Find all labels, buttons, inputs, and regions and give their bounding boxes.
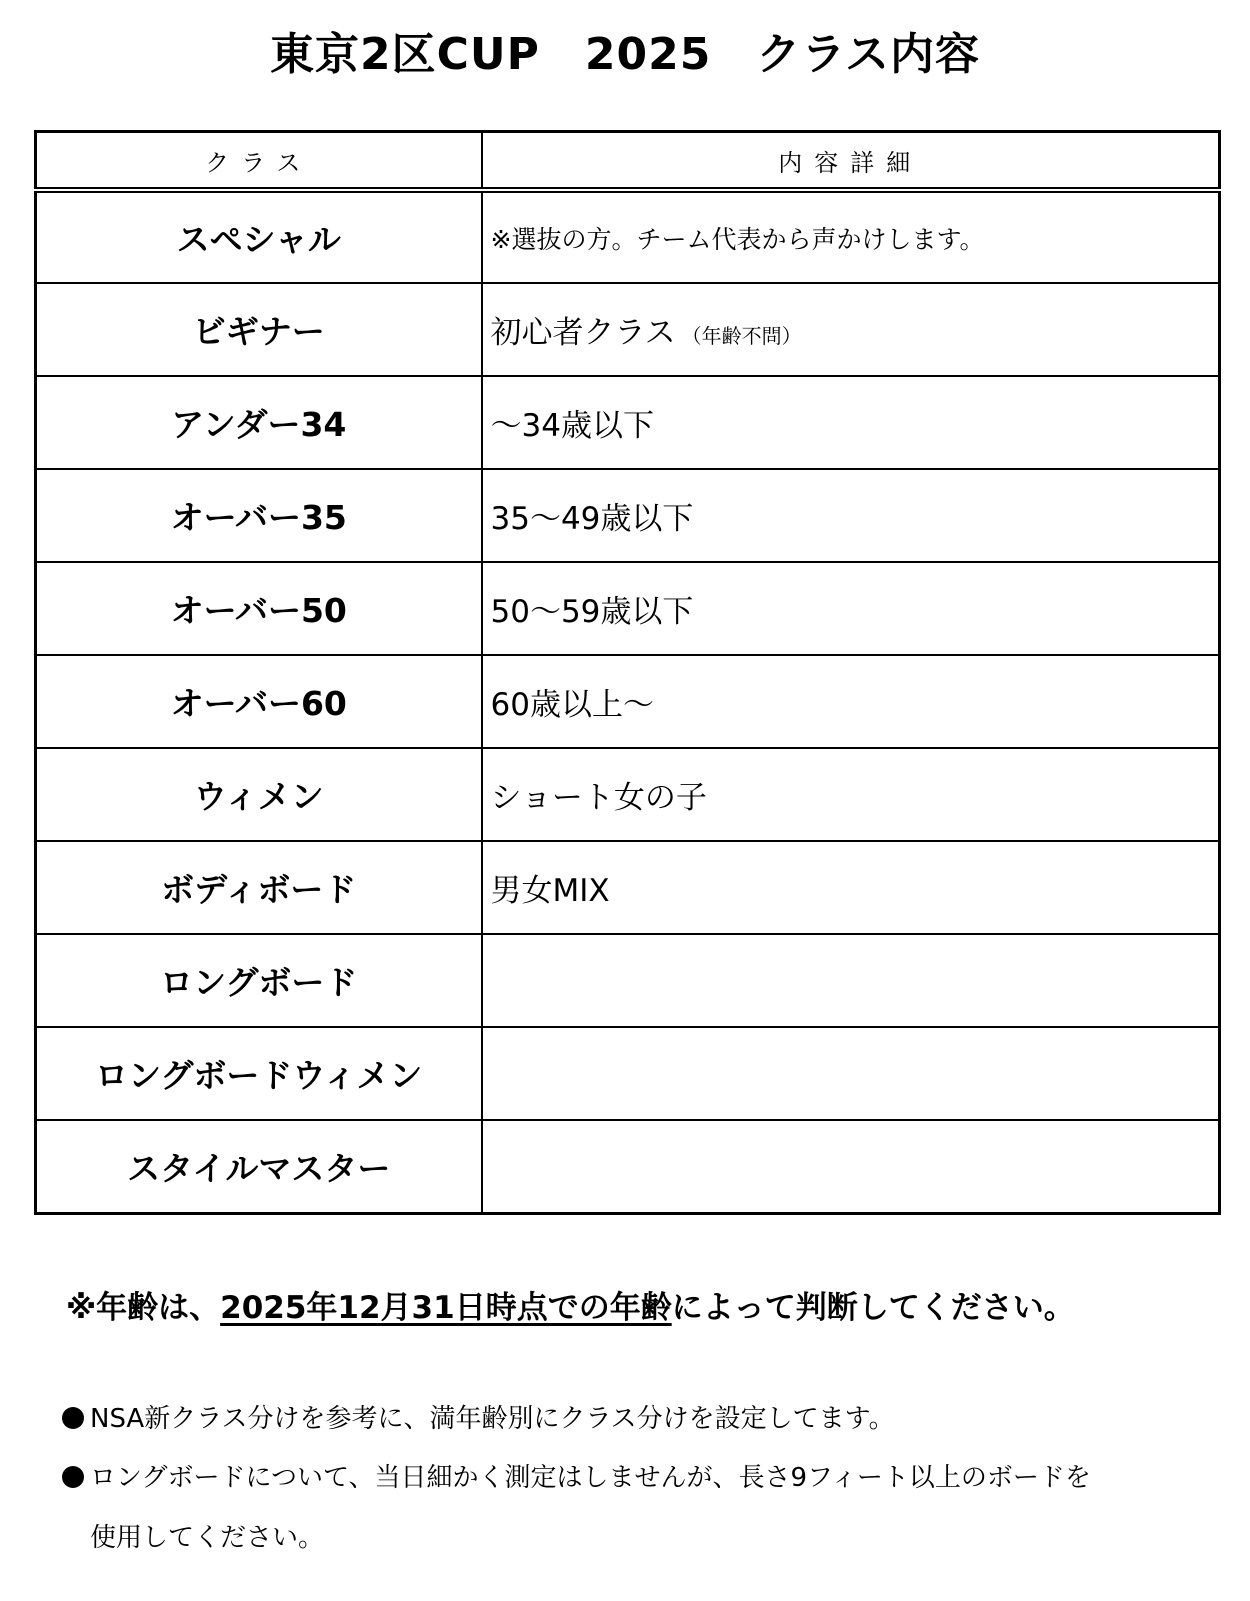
class-name: スペシャル <box>36 190 482 283</box>
bullet-dot-icon <box>62 1407 84 1429</box>
class-name: ロングボード <box>36 934 482 1027</box>
class-name: ビギナー <box>36 283 482 376</box>
class-detail <box>482 1027 1220 1120</box>
age-note-prefix: ※年齢は、 <box>66 1290 221 1326</box>
age-note-suffix: によって判断してください。 <box>671 1290 1075 1326</box>
header-class: クラス <box>36 132 482 191</box>
class-name: ボディボード <box>36 841 482 934</box>
class-name: スタイルマスター <box>36 1120 482 1213</box>
bullet-text: NSA新クラス分けを参考に、満年齢別にクラス分けを設定してます。 <box>90 1404 895 1434</box>
table-row <box>36 1027 1220 1120</box>
table-row <box>36 190 1220 283</box>
class-detail-note: （年齢不問） <box>681 324 802 348</box>
class-name: オーバー35 <box>36 469 482 562</box>
class-detail <box>482 934 1220 1027</box>
bullet-text-continued: 使用してください。 <box>90 1523 325 1553</box>
class-detail-cell <box>482 283 1220 376</box>
table-row <box>36 1120 1220 1213</box>
page-title: 東京2区CUP 2025 クラス内容 <box>269 29 981 80</box>
class-detail: 初心者クラス <box>490 315 676 351</box>
table-header-row <box>36 132 1220 191</box>
bullet-text: ロングボードについて、当日細かく測定はしませんが、長さ9フィート以上のボードを <box>90 1463 1091 1493</box>
class-detail: 50～59歳以下 <box>482 562 1220 655</box>
class-table <box>34 130 1221 1215</box>
class-detail: 60歳以上～ <box>482 655 1220 748</box>
bullet-dot-icon <box>62 1466 84 1488</box>
class-detail: ～34歳以下 <box>482 376 1220 469</box>
class-name: ウィメン <box>36 748 482 841</box>
table-row <box>36 469 1220 562</box>
class-detail <box>482 1120 1220 1213</box>
bullet-item <box>62 1398 895 1435</box>
class-name: アンダー34 <box>36 376 482 469</box>
class-detail: ※選抜の方。チーム代表から声かけします。 <box>482 190 1220 283</box>
class-name: オーバー50 <box>36 562 482 655</box>
class-name: ロングボードウィメン <box>36 1027 482 1120</box>
table-row <box>36 283 1220 376</box>
class-name: オーバー60 <box>36 655 482 748</box>
table-row <box>36 934 1220 1027</box>
table-row <box>36 841 1220 934</box>
class-detail: 男女MIX <box>482 841 1220 934</box>
class-detail: ショート女の子 <box>482 748 1220 841</box>
table-row <box>36 655 1220 748</box>
header-detail: 内容詳細 <box>482 132 1220 191</box>
bullet-item <box>62 1457 1091 1494</box>
table-row <box>36 748 1220 841</box>
class-detail: 35～49歳以下 <box>482 469 1220 562</box>
age-note <box>66 1282 1075 1327</box>
age-note-date: 2025年12月31日時点での年齢 <box>220 1290 672 1326</box>
table-row <box>36 562 1220 655</box>
table-row <box>36 376 1220 469</box>
